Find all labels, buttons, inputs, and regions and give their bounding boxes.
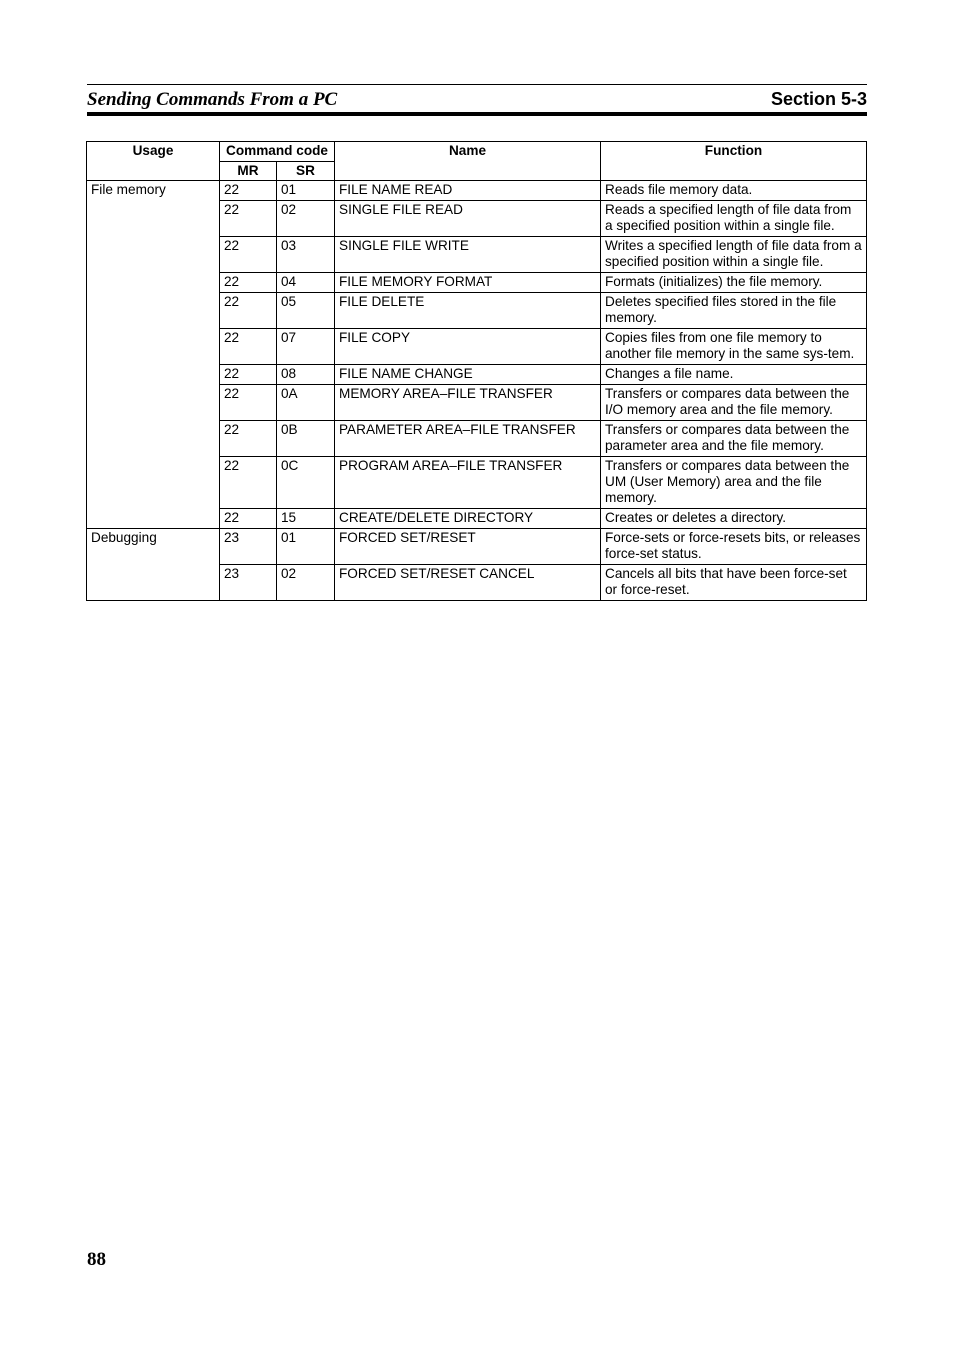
function-cell: Reads a specified length of file data from a specified position within a single file. <box>601 201 867 237</box>
sr-cell: 02 <box>277 201 335 237</box>
header-top-rule <box>87 84 867 85</box>
header-function: Function <box>601 142 867 181</box>
sr-cell: 02 <box>277 565 335 601</box>
name-cell: PARAMETER AREA–FILE TRANSFER <box>335 421 601 457</box>
header-mr: MR <box>220 162 277 181</box>
mr-cell: 22 <box>220 509 277 529</box>
function-cell: Writes a specified length of file data from a specified position within a single file. <box>601 237 867 273</box>
header-sr: SR <box>277 162 335 181</box>
function-cell: Deletes specified files stored in the file memory. <box>601 293 867 329</box>
function-cell: Reads file memory data. <box>601 181 867 201</box>
mr-cell: 22 <box>220 181 277 201</box>
name-cell: FILE COPY <box>335 329 601 365</box>
mr-cell: 23 <box>220 529 277 565</box>
sr-cell: 0A <box>277 385 335 421</box>
name-cell: FILE NAME READ <box>335 181 601 201</box>
mr-cell: 22 <box>220 201 277 237</box>
command-table <box>86 141 867 601</box>
header-title: Sending Commands From a PC <box>87 89 338 110</box>
name-cell: FORCED SET/RESET CANCEL <box>335 565 601 601</box>
header-name: Name <box>335 142 601 181</box>
function-cell: Transfers or compares data between the parameter area and the file memory. <box>601 421 867 457</box>
mr-cell: 22 <box>220 457 277 509</box>
name-cell: PROGRAM AREA–FILE TRANSFER <box>335 457 601 509</box>
sr-cell: 04 <box>277 273 335 293</box>
sr-cell: 01 <box>277 529 335 565</box>
sr-cell: 03 <box>277 237 335 273</box>
function-cell: Copies files from one file memory to another file memory in the same sys-tem. <box>601 329 867 365</box>
name-cell: FILE DELETE <box>335 293 601 329</box>
header-section: Section 5-3 <box>770 89 867 109</box>
sr-cell: 15 <box>277 509 335 529</box>
function-cell: Creates or deletes a directory. <box>601 509 867 529</box>
sr-cell: 01 <box>277 181 335 201</box>
function-cell: Cancels all bits that have been force-set or force-reset. <box>601 565 867 601</box>
name-cell: SINGLE FILE READ <box>335 201 601 237</box>
name-cell: FORCED SET/RESET <box>335 529 601 565</box>
name-cell: SINGLE FILE WRITE <box>335 237 601 273</box>
function-cell: Transfers or compares data between the I/O memory area and the file memory. <box>601 385 867 421</box>
mr-cell: 22 <box>220 273 277 293</box>
table-body <box>87 181 867 601</box>
header-usage: Usage <box>87 142 220 181</box>
sr-cell: 07 <box>277 329 335 365</box>
mr-cell: 22 <box>220 385 277 421</box>
name-cell: FILE NAME CHANGE <box>335 365 601 385</box>
mr-cell: 22 <box>220 329 277 365</box>
sr-cell: 0B <box>277 421 335 457</box>
function-cell: Force-sets or force-resets bits, or releases force-set status. <box>601 529 867 565</box>
sr-cell: 08 <box>277 365 335 385</box>
mr-cell: 22 <box>220 421 277 457</box>
name-cell: FILE MEMORY FORMAT <box>335 273 601 293</box>
page-number: 88 <box>87 1249 106 1270</box>
mr-cell: 22 <box>220 293 277 329</box>
name-cell: MEMORY AREA–FILE TRANSFER <box>335 385 601 421</box>
function-cell: Formats (initializes) the file memory. <box>601 273 867 293</box>
header-thick-rule <box>87 112 867 116</box>
sr-cell: 0C <box>277 457 335 509</box>
table-row <box>87 181 867 201</box>
usage-cell: Debugging <box>87 529 220 601</box>
mr-cell: 22 <box>220 237 277 273</box>
sr-cell: 05 <box>277 293 335 329</box>
mr-cell: 22 <box>220 365 277 385</box>
table-row <box>87 529 867 565</box>
mr-cell: 23 <box>220 565 277 601</box>
header-command-code: Command code <box>220 142 335 162</box>
function-cell: Changes a file name. <box>601 365 867 385</box>
usage-cell: File memory <box>87 181 220 529</box>
name-cell: CREATE/DELETE DIRECTORY <box>335 509 601 529</box>
function-cell: Transfers or compares data between the UM (User Memory) area and the file memory. <box>601 457 867 509</box>
